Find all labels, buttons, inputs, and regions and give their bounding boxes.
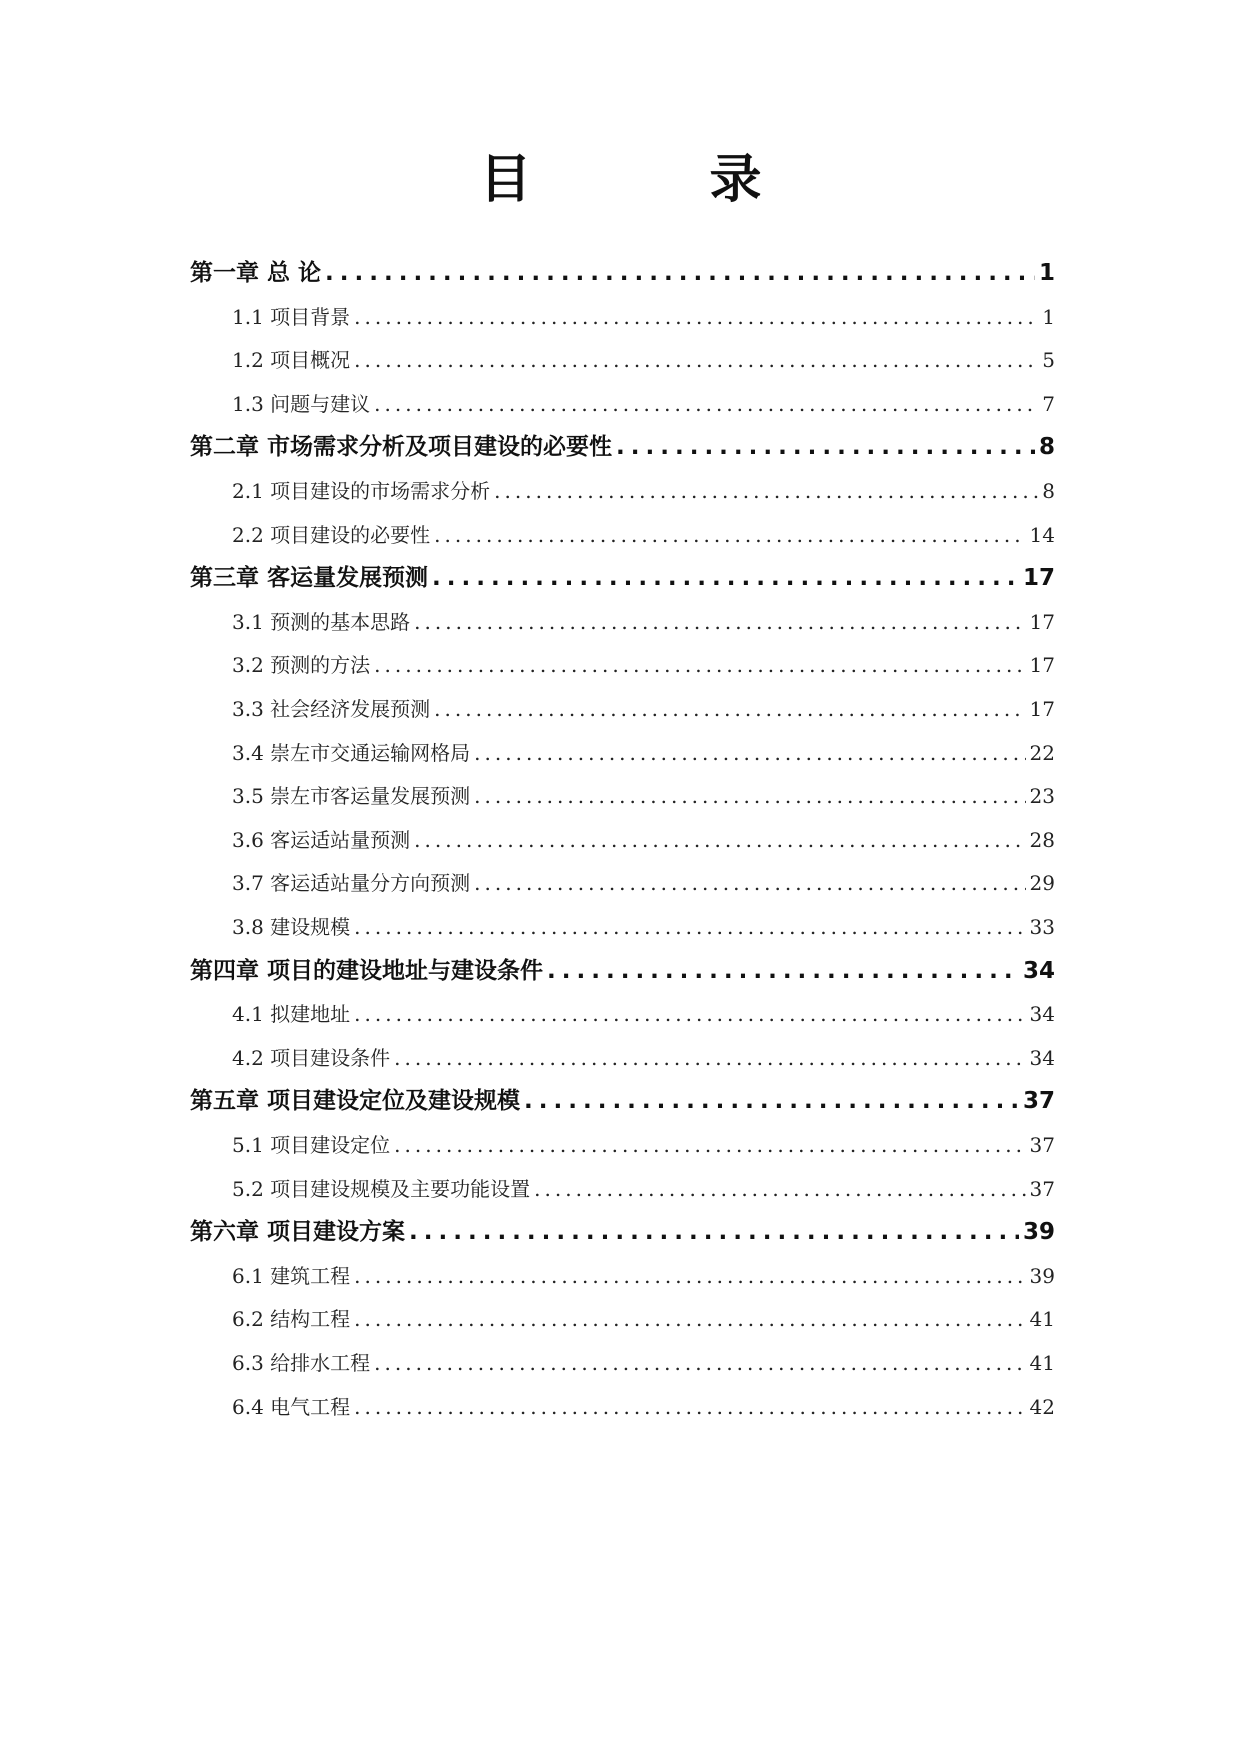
toc-dot-leader [325, 258, 1035, 288]
toc-entry-label: 1.2 项目概况 [232, 348, 351, 373]
toc-dot-leader [354, 1392, 1025, 1422]
toc-entry-label: 6.4 电气工程 [232, 1394, 351, 1419]
toc-entry-label: 第一章 总 论 [190, 260, 322, 286]
toc-chapter-entry[interactable] [190, 432, 1055, 462]
toc-dot-leader [354, 1261, 1025, 1291]
toc-entry-label: 3.1 预测的基本思路 [232, 609, 411, 634]
toc-chapter-entry[interactable] [190, 1217, 1055, 1247]
toc-section-entry[interactable] [232, 1348, 1055, 1378]
toc-chapter-entry[interactable] [190, 956, 1055, 986]
toc-entry-label: 6.3 给排水工程 [232, 1351, 371, 1375]
toc-page-number: 5 [1042, 348, 1055, 373]
toc-section-entry[interactable] [232, 520, 1055, 550]
toc-entry-label: 2.1 项目建设的市场需求分析 [232, 479, 491, 503]
toc-entry-label: 3.5 崇左市客运量发展预测 [232, 784, 471, 809]
toc-entry-label: 5.1 项目建设定位 [232, 1133, 391, 1157]
toc-page-number: 34 [1022, 957, 1055, 984]
toc-page-number: 34 [1029, 1045, 1055, 1070]
toc-entry-label: 1.1 项目背景 [232, 304, 351, 329]
toc-entry-label: 6.2 结构工程 [232, 1307, 351, 1332]
toc-dot-leader [414, 825, 1025, 855]
toc-dot-leader [534, 1174, 1025, 1204]
toc-section-entry[interactable] [232, 999, 1055, 1029]
toc-entry-label: 第二章 市场需求分析及项目建设的必要性 [190, 434, 613, 461]
toc-entry-label: 3.4 崇左市交通运输网格局 [232, 740, 471, 765]
toc-page-number: 17 [1022, 565, 1055, 592]
toc-section-entry[interactable] [232, 650, 1055, 680]
toc-dot-leader [374, 389, 1038, 419]
toc-chapter-entry[interactable] [190, 258, 1055, 288]
toc-section-entry[interactable] [232, 345, 1055, 375]
toc-page-number: 29 [1029, 871, 1055, 896]
toc-page-number: 41 [1029, 1351, 1055, 1375]
toc-entry-label: 4.1 拟建地址 [232, 1002, 351, 1027]
toc-dot-leader [394, 1043, 1025, 1073]
toc-chapter-entry[interactable] [190, 1086, 1055, 1116]
toc-dot-leader [394, 1130, 1025, 1160]
toc-section-entry[interactable] [232, 694, 1055, 724]
toc-dot-leader [354, 345, 1038, 375]
toc-page-number: 37 [1029, 1133, 1055, 1157]
toc-page-number: 37 [1029, 1176, 1055, 1201]
toc-page-number: 28 [1029, 827, 1055, 852]
toc-dot-leader [354, 999, 1025, 1029]
toc-dot-leader [474, 868, 1025, 898]
toc-page-number: 41 [1029, 1307, 1055, 1332]
toc-entry-label: 6.1 建筑工程 [232, 1263, 351, 1288]
toc-dot-leader [354, 302, 1038, 332]
toc-dot-leader [616, 432, 1035, 462]
toc-section-entry[interactable] [232, 476, 1055, 506]
toc-page-number: 1 [1042, 304, 1055, 329]
toc-section-entry[interactable] [232, 607, 1055, 637]
page-title: 目 录 [479, 150, 842, 210]
toc-dot-leader [474, 781, 1025, 811]
toc-entry-label: 3.2 预测的方法 [232, 653, 371, 678]
toc-entry-label: 第三章 客运量发展预测 [190, 565, 429, 592]
toc-dot-leader [354, 1304, 1025, 1334]
toc-page-number: 23 [1029, 784, 1055, 809]
toc-dot-leader [524, 1086, 1019, 1116]
toc-page-number: 39 [1022, 1219, 1055, 1246]
toc-page-number: 22 [1029, 740, 1055, 765]
toc-entry-label: 1.3 问题与建议 [232, 391, 371, 416]
toc-page-number: 17 [1029, 653, 1055, 678]
toc-section-entry[interactable] [232, 1392, 1055, 1422]
toc-page-number: 33 [1029, 915, 1055, 939]
toc-dot-leader [432, 563, 1019, 593]
toc-entry-label: 3.3 社会经济发展预测 [232, 697, 431, 721]
toc-section-entry[interactable] [232, 738, 1055, 768]
toc-entry-label: 3.7 客运适站量分方向预测 [232, 871, 471, 896]
toc-entry-label: 3.6 客运适站量预测 [232, 827, 411, 852]
toc-page-number: 42 [1029, 1394, 1055, 1419]
toc-page-number: 14 [1029, 522, 1055, 547]
toc-page-number: 1 [1038, 260, 1055, 286]
toc-entry-label: 5.2 项目建设规模及主要功能设置 [232, 1176, 531, 1201]
toc-entry-label: 4.2 项目建设条件 [232, 1045, 391, 1070]
toc-section-entry[interactable] [232, 868, 1055, 898]
toc-dot-leader [494, 476, 1038, 506]
toc-dot-leader [547, 956, 1019, 986]
toc-entry-label: 3.8 建设规模 [232, 915, 351, 939]
toc-section-entry[interactable] [232, 302, 1055, 332]
toc-page-number: 17 [1029, 697, 1055, 721]
toc-section-entry[interactable] [232, 1043, 1055, 1073]
toc-page-number: 17 [1029, 609, 1055, 634]
toc-section-entry[interactable] [232, 1130, 1055, 1160]
toc-dot-leader [374, 1348, 1025, 1378]
toc-page-number: 34 [1029, 1002, 1055, 1027]
toc-entry-label: 第四章 项目的建设地址与建设条件 [190, 957, 544, 984]
toc-page-number: 39 [1029, 1263, 1055, 1288]
toc-dot-leader [434, 520, 1025, 550]
toc-section-entry[interactable] [232, 1261, 1055, 1291]
toc-entry-label: 第六章 项目建设方案 [190, 1219, 406, 1246]
toc-section-entry[interactable] [232, 1174, 1055, 1204]
toc-section-entry[interactable] [232, 781, 1055, 811]
toc-dot-leader [414, 607, 1025, 637]
toc-dot-leader [434, 694, 1025, 724]
toc-page-number: 8 [1042, 479, 1055, 503]
toc-entry-label: 第五章 项目建设定位及建设规模 [190, 1088, 521, 1115]
toc-dot-leader [409, 1217, 1019, 1247]
toc-dot-leader [374, 650, 1025, 680]
toc-chapter-entry[interactable] [190, 563, 1055, 593]
toc-page-number: 7 [1042, 391, 1055, 416]
toc-dot-leader [354, 912, 1025, 942]
toc-page-number: 37 [1022, 1088, 1055, 1115]
toc-dot-leader [474, 738, 1025, 768]
toc-section-entry[interactable] [232, 389, 1055, 419]
toc-section-entry[interactable] [232, 825, 1055, 855]
toc-entry-label: 2.2 项目建设的必要性 [232, 522, 431, 547]
toc-section-entry[interactable] [232, 1304, 1055, 1334]
toc-page-number: 8 [1038, 434, 1055, 461]
toc-section-entry[interactable] [232, 912, 1055, 942]
